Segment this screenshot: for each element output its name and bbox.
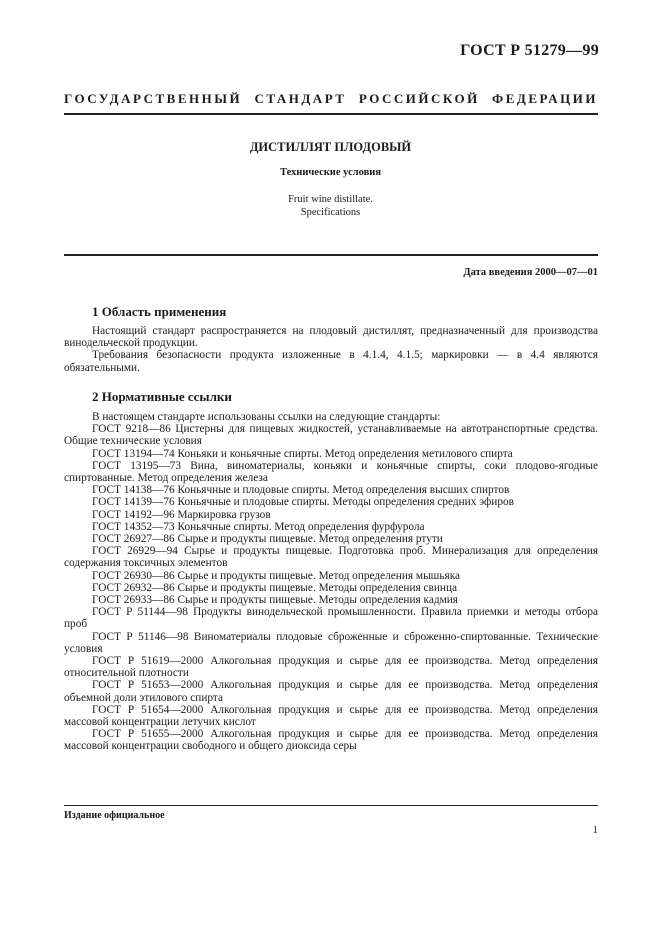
- top-divider: [64, 113, 598, 115]
- reference-item: ГОСТ Р 51144—98 Продукты винодельческой промышленности. Правила приемки и методы отбора проб: [64, 606, 598, 631]
- reference-item: ГОСТ 26929—94 Сырье и продукты пищевые. Подготовка проб. Минерализация для определения содержания токсичных элементов: [64, 545, 598, 570]
- reference-item: ГОСТ Р 51655—2000 Алкогольная продукция и сырье для ее производства. Метод определения массовой концентрации свободного и общего диоксида серы: [64, 728, 598, 753]
- introduction-date: Дата введения 2000—07—01: [463, 267, 598, 278]
- reference-item: ГОСТ Р 51653—2000 Алкогольная продукция и сырье для ее производства. Метод определения объемной доли этилового спирта: [64, 679, 598, 704]
- reference-item: ГОСТ 14352—73 Коньячные спирты. Метод определения фурфурола: [92, 520, 425, 533]
- english-title-line-2: Specifications: [300, 207, 361, 218]
- english-title: [0, 193, 661, 219]
- reference-item: ГОСТ Р 51619—2000 Алкогольная продукция и сырье для ее производства. Метод определения относительной плотности: [64, 655, 598, 680]
- reference-item: ГОСТ 13194—74 Коньяки и коньячные спирты. Метод определения метилового спирта: [92, 447, 513, 460]
- section-1-paragraph-1: Настоящий стандарт распространяется на плодовый дистиллят, предназначенный для производства винодельческой продукции.: [64, 325, 598, 350]
- document-title: ДИСТИЛЛЯТ ПЛОДОВЫЙ: [249, 140, 412, 154]
- section-1-body: [64, 325, 598, 374]
- gost-code: ГОСТ Р 51279—99: [460, 42, 599, 59]
- references-intro: В настоящем стандарте использованы ссылки на следующие стандарты:: [92, 411, 441, 423]
- english-title-line-1: Fruit wine distillate.: [288, 194, 373, 205]
- state-standard-title: ГОСУДАРСТВЕННЫЙ СТАНДАРТ РОССИЙСКОЙ ФЕДЕРАЦИИ: [64, 91, 598, 106]
- references-list: [64, 411, 598, 753]
- page-number: 1: [592, 824, 598, 836]
- reference-item: ГОСТ 13195—73 Вина, виноматериалы, коньяки и коньячные спирты, соки плодово-ягодные спиртованные. Метод определения железа: [64, 459, 598, 485]
- section-2-heading: 2 Нормативные ссылки: [92, 389, 232, 404]
- reference-item: ГОСТ 14138—76 Коньячные и плодовые спирты. Метод определения высших спиртов: [92, 484, 510, 497]
- reference-item: ГОСТ 14192—96 Маркировка грузов: [92, 508, 271, 521]
- section-1-paragraph-2: Требования безопасности продукта изложенные в 4.1.4, 4.1.5; маркировки — в 4.4 являются обязательными.: [64, 349, 598, 374]
- section-1-heading: 1 Область применения: [92, 304, 227, 319]
- reference-item: ГОСТ 14139—76 Коньячные и плодовые спирты. Методы определения средних эфиров: [92, 496, 514, 509]
- middle-divider: [64, 254, 598, 256]
- official-edition-label: Издание официальное: [64, 810, 165, 821]
- reference-item: ГОСТ 26933—86 Сырье и продукты пищевые. Методы определения кадмия: [92, 594, 458, 607]
- reference-item: ГОСТ Р 51146—98 Виноматериалы плодовые сброженные и сброженно-спиртованные. Технические условия: [64, 630, 598, 655]
- document-subtitle: Технические условия: [279, 167, 382, 178]
- footer-divider: [64, 805, 598, 806]
- reference-item: ГОСТ 26930—86 Сырье и продукты пищевые. Метод определения мышьяка: [92, 569, 461, 582]
- reference-item: ГОСТ Р 51654—2000 Алкогольная продукция и сырье для ее производства. Метод определения массовой концентрации летучих кислот: [64, 703, 598, 729]
- reference-item: ГОСТ 26932—86 Сырье и продукты пищевые. Методы определения свинца: [92, 581, 458, 594]
- reference-item: ГОСТ 26927—86 Сырье и продукты пищевые. Метод определения ртути: [92, 533, 443, 546]
- reference-item: ГОСТ 9218—86 Цистерны для пищевых жидкостей, устанавливаемые на автотранспортные средства. Общие технические условия: [64, 423, 598, 448]
